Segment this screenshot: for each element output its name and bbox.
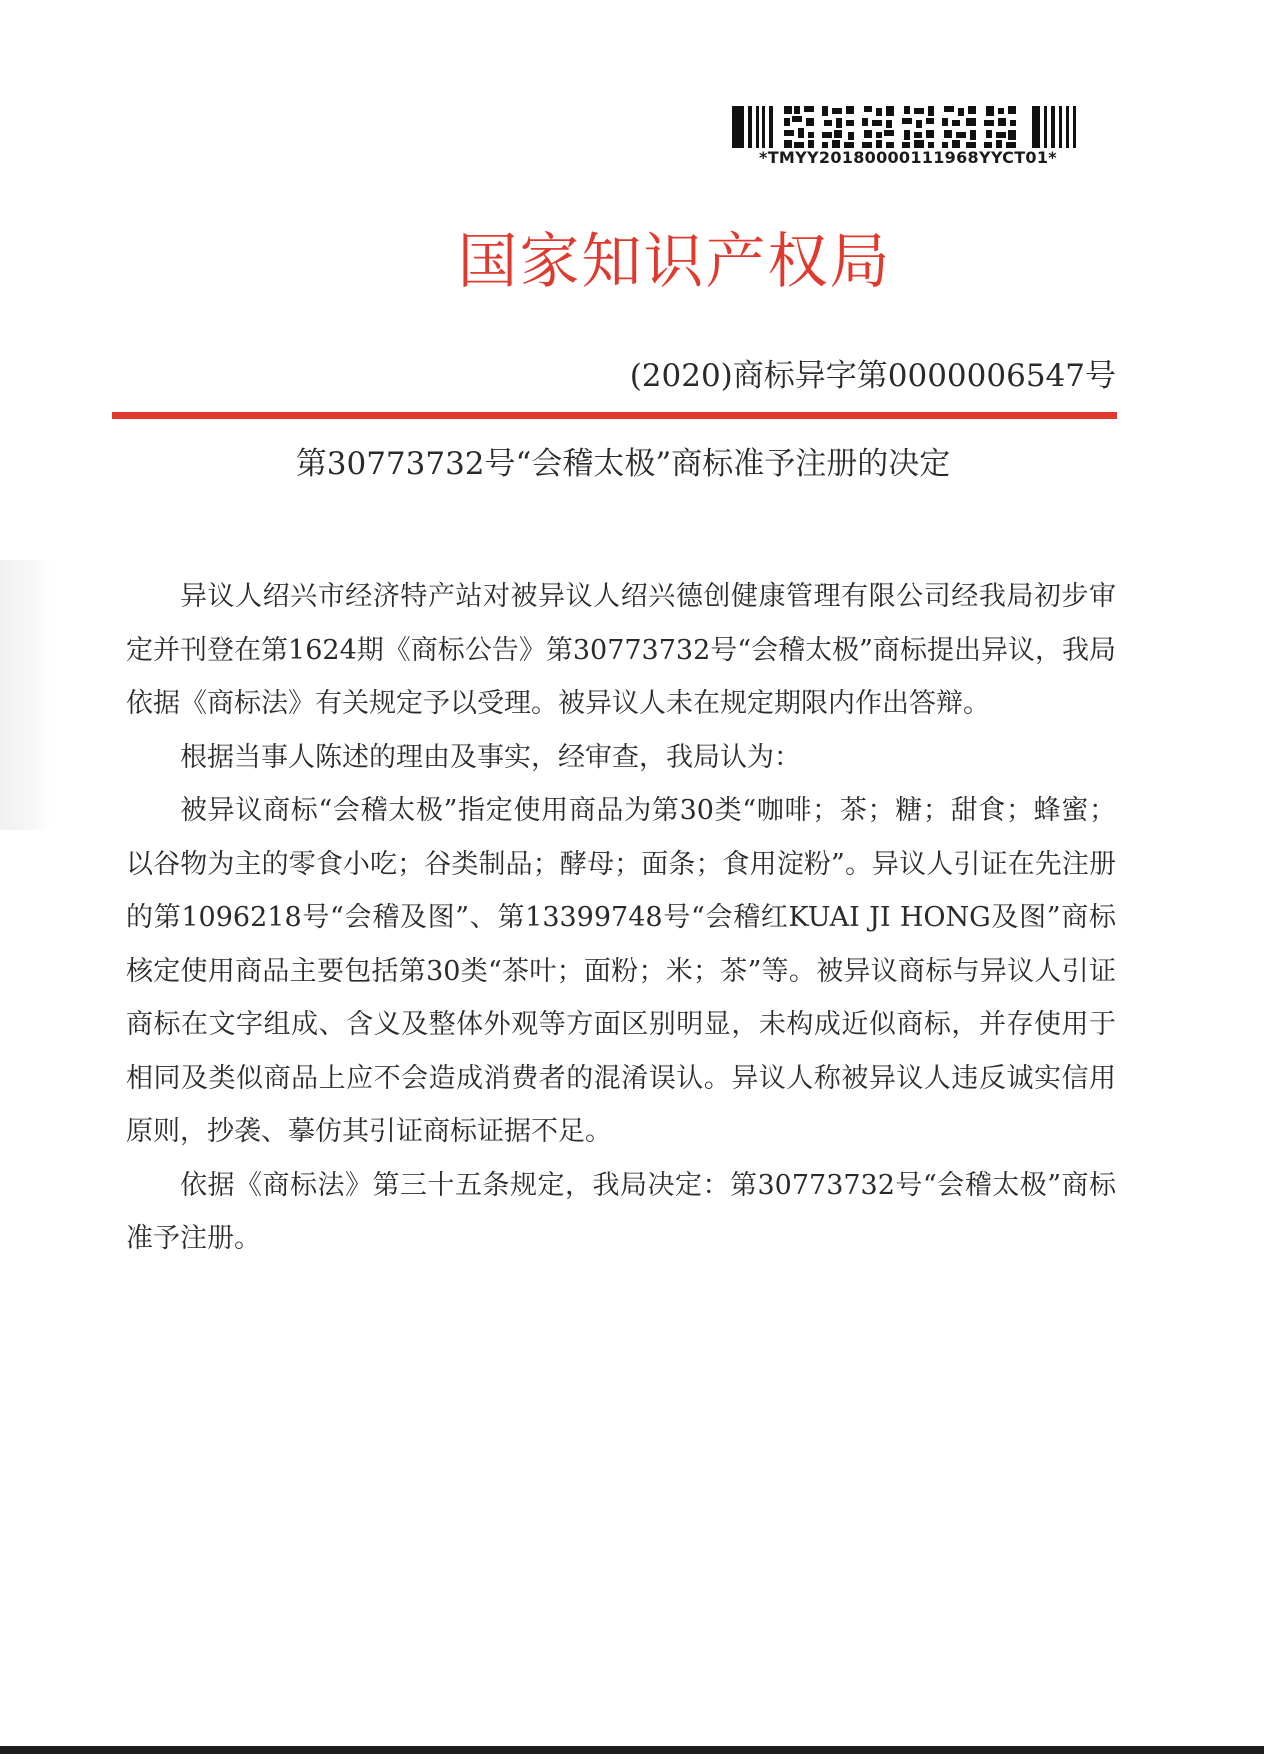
header-divider xyxy=(112,412,1117,419)
document-body xyxy=(126,570,1116,1266)
document-barcode xyxy=(728,100,1088,170)
scan-border xyxy=(0,1746,1264,1754)
scan-shadow xyxy=(0,560,52,830)
barcode-text: *TMYY20180000111968YYCT01* xyxy=(759,148,1057,167)
agency-name: 国家知识产权局 xyxy=(457,227,892,297)
barcode-icon xyxy=(732,106,1084,148)
paragraph-decision: 依据《商标法》第三十五条规定，我局决定：第30773732号“会稽太极”商标准予注册。 xyxy=(126,1169,1116,1254)
document-title: 第30773732号“会稽太极”商标准予注册的决定 xyxy=(295,446,951,482)
document-number: (2020)商标异字第0000006547号 xyxy=(629,358,1116,394)
paragraph-review-intro: 根据当事人陈述的理由及事实，经审查，我局认为： xyxy=(180,741,801,773)
paragraph-opposition: 异议人绍兴市经济特产站对被异议人绍兴德创健康管理有限公司经我局初步审定并刊登在第1624期《商标公告》第30773732号“会稽太极”商标提出异议，我局依据《商标法》有关规定予以受理。被异议人未在规定期限内作出答辩。 xyxy=(126,581,1116,719)
paragraph-analysis: 被异议商标“会稽太极”指定使用商品为第30类“咖啡；茶；糖；甜食；蜂蜜；以谷物为主的零食小吃；谷类制品；酵母；面条；食用淀粉”。异议人引证在先注册的第1096218号“会稽及图”、第13399748号“会稽红KUAI JI HONG及图”商标核定使用商品主要包括第30类“茶叶；面粉；米；茶”等。被异议商标与异议人引证商标在文字组成、含义及整体外观等方面区别明显，未构成近似商标，并存使用于相同及类似商品上应不会造成消费者的混淆误认。异议人称被异议人违反诚实信用原则，抄袭、摹仿其引证商标证据不足。 xyxy=(126,795,1116,1147)
